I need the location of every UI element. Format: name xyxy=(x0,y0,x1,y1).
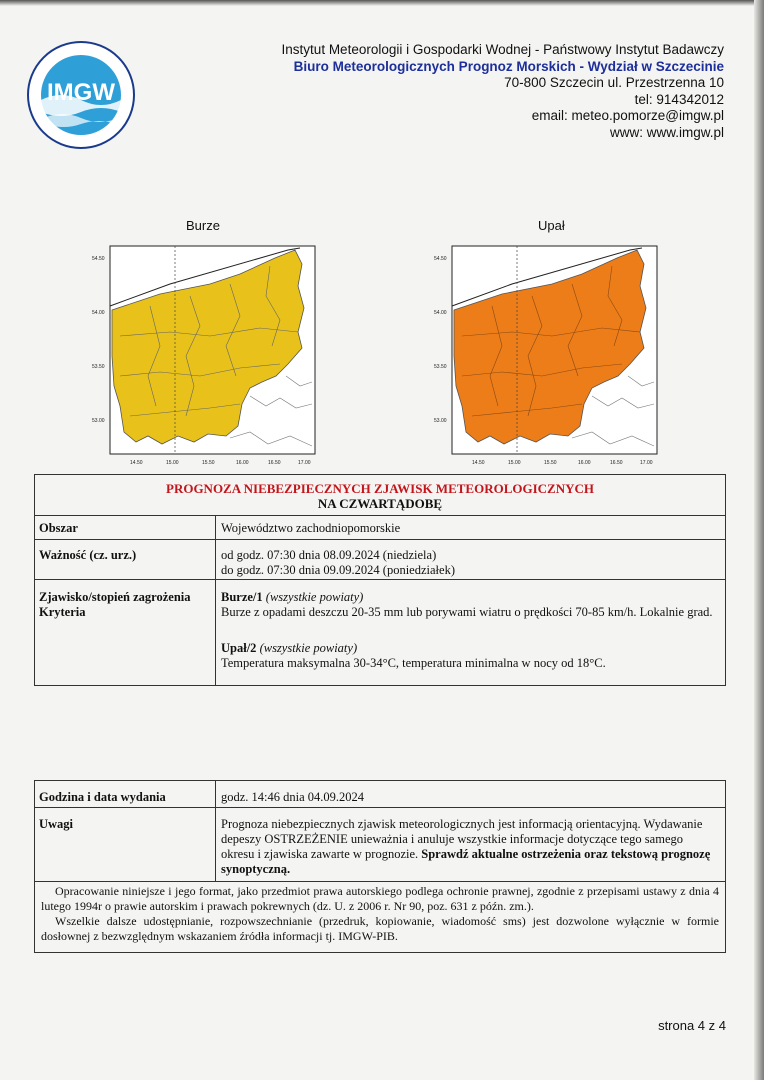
lat-tick: 53.00 xyxy=(434,418,447,424)
heat-scope: (wszystkie powiaty) xyxy=(259,641,358,655)
forecast-title-line1: PROGNOZA NIEBEZPIECZNYCH ZJAWISK METEOROLOGICZNYCH xyxy=(166,481,594,496)
lat-tick: 53.00 xyxy=(92,418,105,424)
map-title-storms: Burze xyxy=(186,218,220,233)
copyright-paragraph-1: Opracowanie niniejsze i jego format, jako przedmiot prawa autorskiego podlega ochronie prawnej, zgodnie z przepisami ustawy z dnia 4 lutego 1994r o prawie autorskim i prawach pokrewnych (dz. U. z 2006 r. Nr 90, poz. 631 z późn. zm.). xyxy=(41,884,719,913)
heat-block xyxy=(221,641,717,671)
lon-tick: 17.00 xyxy=(298,460,311,466)
page-number: strona 4 z 4 xyxy=(658,1018,726,1033)
notes-text: Prognoza niebezpiecznych zjawisk meteorologicznych jest informacją orientacyjną. Wydawanie depeszy OSTRZEŻENIE unieważnia i anuluje wszystkie informacje dotyczące tego samego okresu i zjawiska zawarte w prognozie. xyxy=(221,817,703,861)
email: email: meteo.pomorze@imgw.pl xyxy=(531,108,724,123)
phenomena-label: Zjawisko/stopień zagrożenia xyxy=(39,590,191,604)
scan-right-edge xyxy=(754,0,764,1080)
map-storms xyxy=(90,236,322,468)
logo-letters: IMGW xyxy=(47,79,115,106)
institution-header xyxy=(282,42,724,141)
map-title-heat: Upał xyxy=(538,218,565,233)
lon-tick: 16.00 xyxy=(578,460,591,466)
forecast-title-line2: NA CZWARTĄDOBĘ xyxy=(317,496,443,511)
lon-tick: 14.50 xyxy=(130,460,143,466)
lat-tick: 54.00 xyxy=(92,310,105,316)
heat-description: Temperatura maksymalna 30-34°C, temperatura minimalna w nocy od 18°C. xyxy=(221,656,606,670)
lat-tick: 53.50 xyxy=(92,364,105,370)
forecast-title xyxy=(35,475,725,511)
area-label: Obszar xyxy=(39,521,78,535)
forecast-table xyxy=(34,474,726,686)
validity-from: od godz. 07:30 dnia 08.09.2024 (niedziela) xyxy=(221,548,437,562)
department-name: Biuro Meteorologicznych Prognoz Morskich - Wydział w Szczecinie xyxy=(293,58,724,74)
scan-top-edge xyxy=(0,0,764,6)
lat-tick: 53.50 xyxy=(434,364,447,370)
validity-label: Ważność (cz. urz.) xyxy=(39,548,137,562)
area-value: Województwo zachodniopomorskie xyxy=(221,521,401,535)
lat-tick: 54.50 xyxy=(434,256,447,262)
copyright-paragraph-2: Wszelkie dalsze udostępnianie, rozpowszechnianie (przedruk, kopiowanie, wiadomość sms) jest dozwolone wyłącznie w formie dosłownej z bezwzględnym wskazaniem źródła informacji tj. IMGW-PIB. xyxy=(41,914,719,943)
lon-tick: 16.50 xyxy=(610,460,623,466)
lon-tick: 15.50 xyxy=(544,460,557,466)
lat-tick: 54.50 xyxy=(92,256,105,262)
issue-time-label: Godzina i data wydania xyxy=(39,790,166,804)
heat-title: Upał/2 xyxy=(221,641,257,655)
institution-name: Instytut Meteorologii i Gospodarki Wodnej - Państwowy Instytut Badawczy xyxy=(281,42,724,57)
imgw-logo xyxy=(26,40,136,150)
issue-time-value: godz. 14:46 dnia 04.09.2024 xyxy=(221,790,365,804)
lon-tick: 15.50 xyxy=(202,460,215,466)
storm-block xyxy=(221,590,717,620)
website: www: www.imgw.pl xyxy=(609,124,724,140)
lon-tick: 16.50 xyxy=(268,460,281,466)
phone: tel: 914342012 xyxy=(634,91,724,107)
notes-label: Uwagi xyxy=(39,817,74,831)
storm-description: Burze z opadami deszczu 20-35 mm lub porywami wiatru o prędkości 70-85 km/h. Lokalnie grad. xyxy=(221,605,713,619)
lon-tick: 17.00 xyxy=(640,460,653,466)
copyright-notice xyxy=(34,880,726,953)
lon-tick: 15.00 xyxy=(166,460,179,466)
lon-tick: 15.00 xyxy=(508,460,521,466)
lon-tick: 14.50 xyxy=(472,460,485,466)
validity-to: do godz. 07:30 dnia 09.09.2024 (poniedziałek) xyxy=(221,563,455,577)
map-heat xyxy=(432,236,664,468)
notes xyxy=(221,817,719,877)
storm-title: Burze/1 xyxy=(221,590,263,604)
criteria-label: Kryteria xyxy=(39,605,86,619)
lon-tick: 16.00 xyxy=(236,460,249,466)
storm-scope: (wszystkie powiaty) xyxy=(265,590,364,604)
lat-tick: 54.00 xyxy=(434,310,447,316)
issue-table xyxy=(34,780,726,882)
address: 70-800 Szczecin ul. Przestrzenna 10 xyxy=(504,75,724,90)
notes-bold: Sprawdź aktualne ostrzeżenia oraz tekstową prognozę synoptyczną. xyxy=(221,847,711,876)
